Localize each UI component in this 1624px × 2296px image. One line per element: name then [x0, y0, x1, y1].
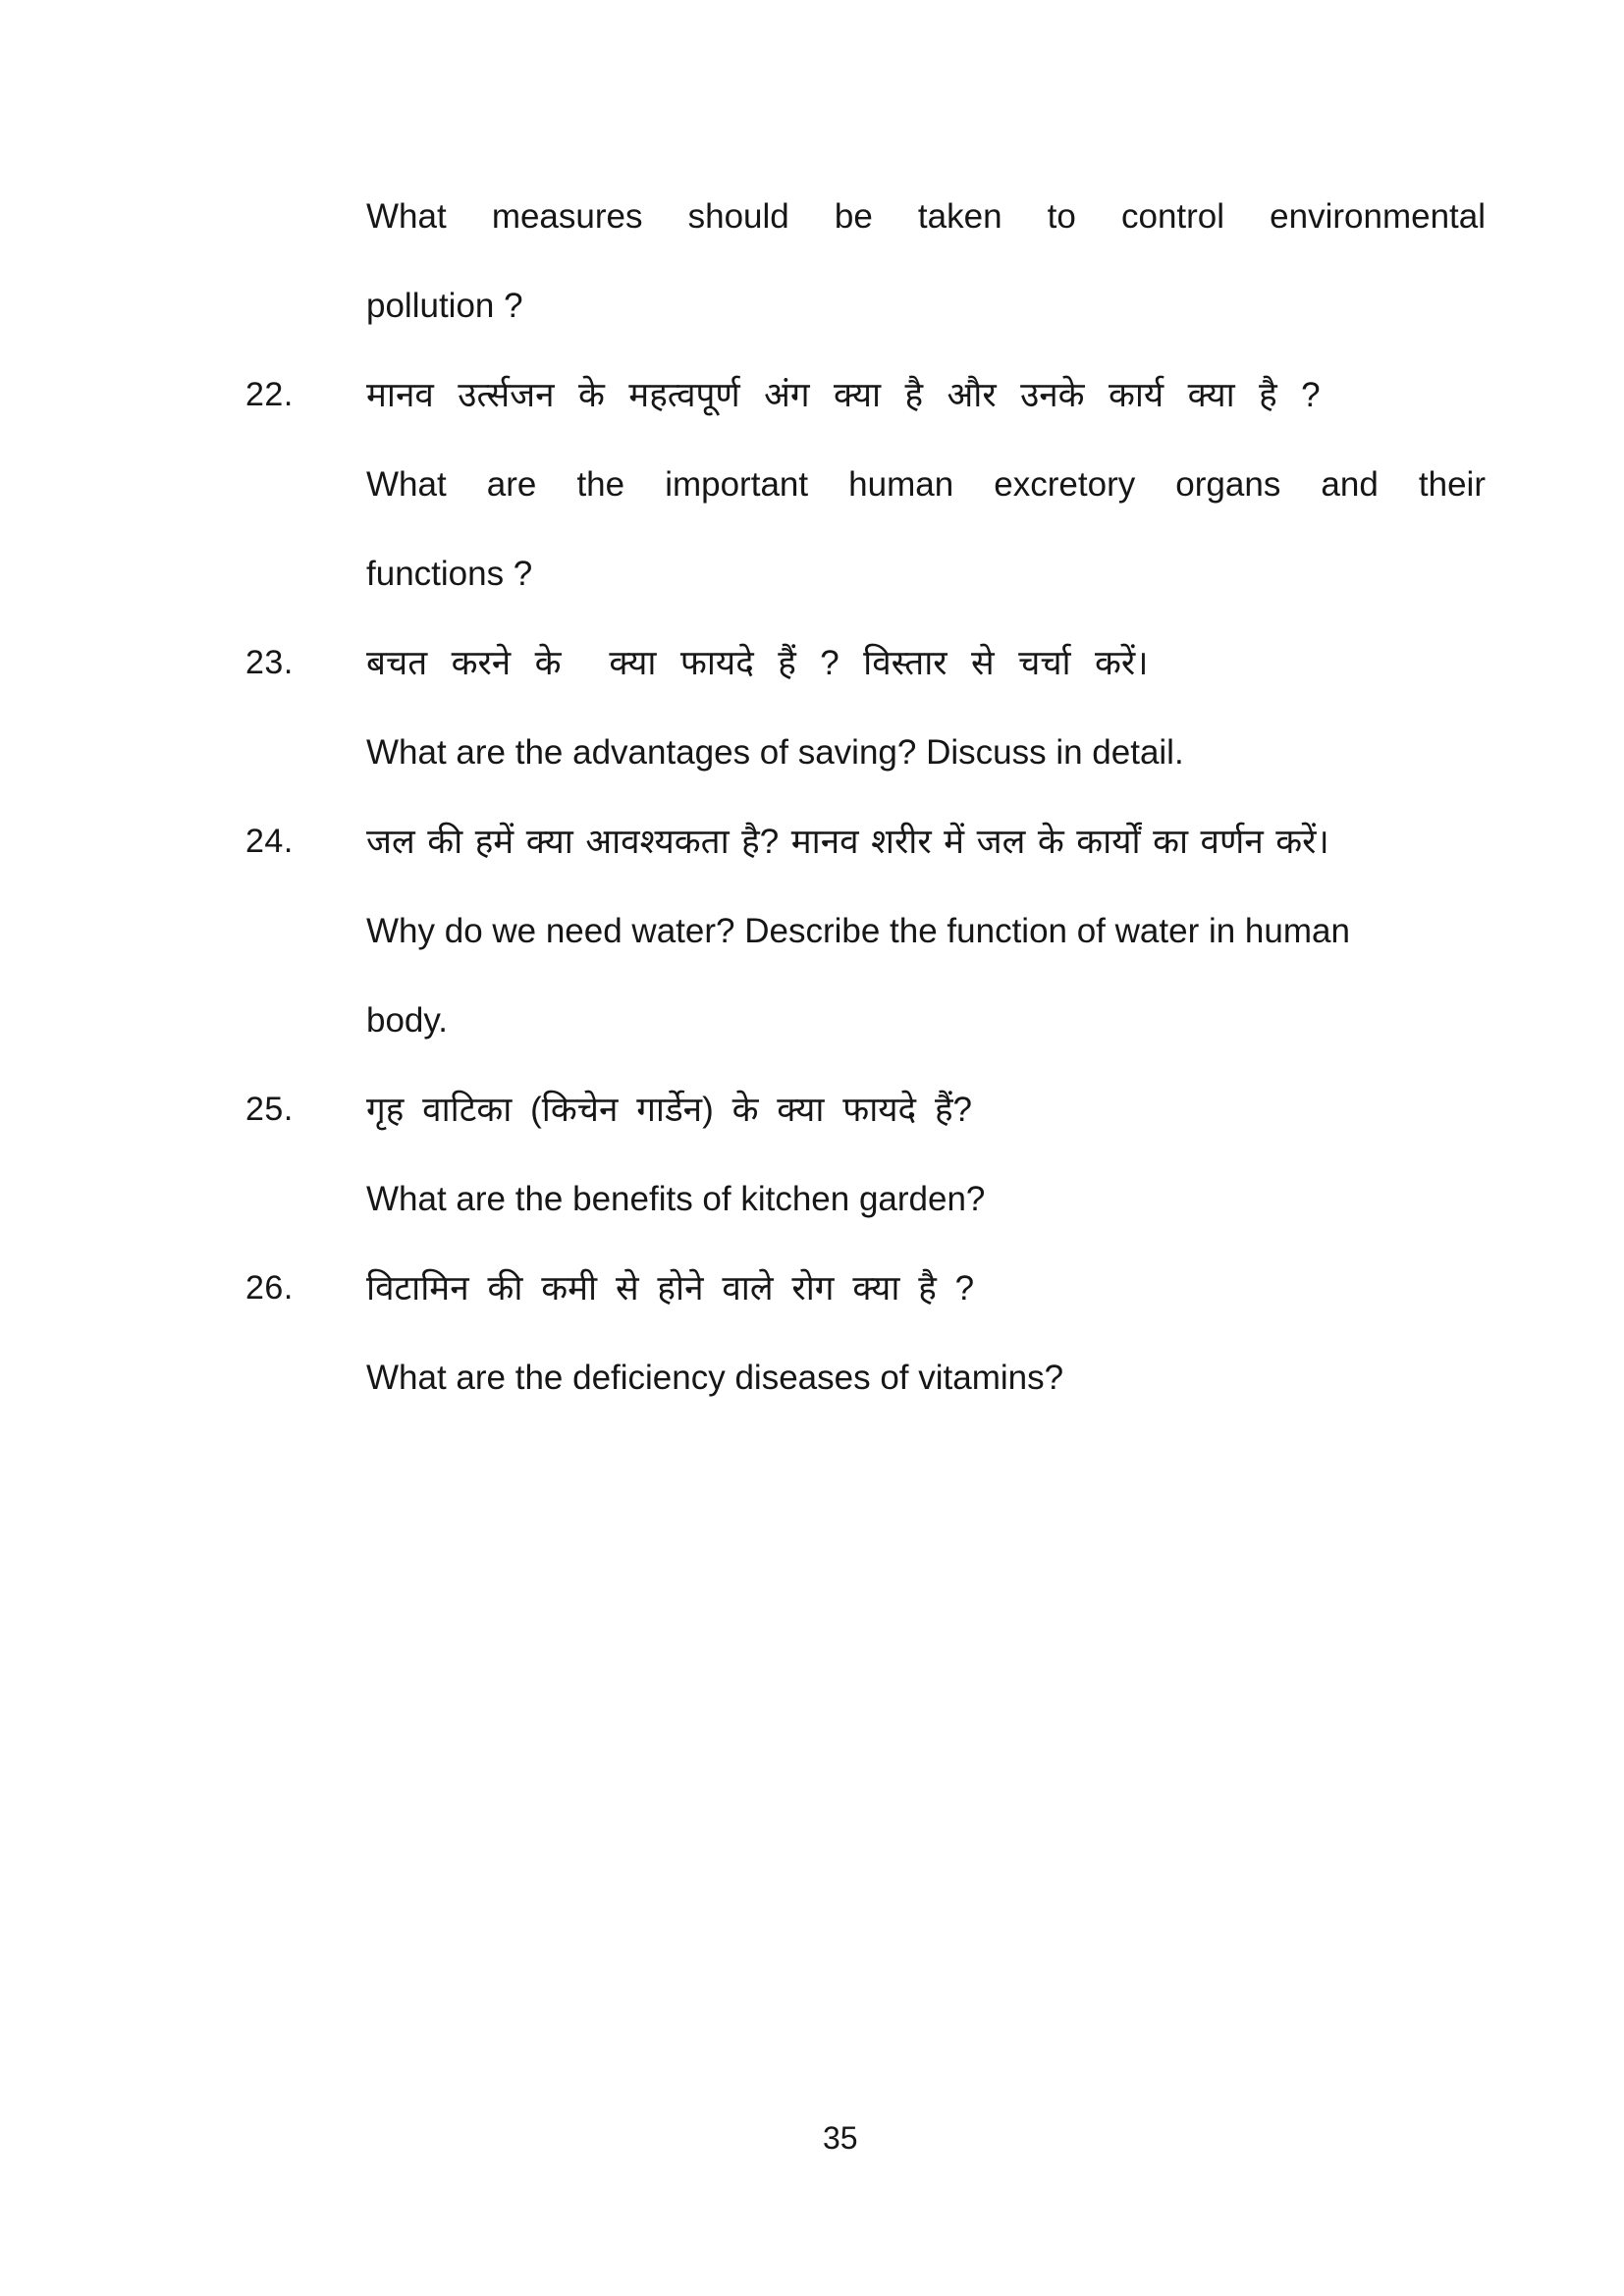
question-line-english: body. [366, 1001, 449, 1040]
question-number [245, 1154, 366, 1244]
page-number: 35 [823, 2120, 858, 2156]
question-line-english: functions ? [366, 555, 533, 593]
question-number: 25. [245, 1091, 294, 1128]
question-line-row [245, 261, 1486, 350]
question-line-hindi: बचत करने के क्या फायदे हैं ? विस्तार से चर्चा करें। [366, 644, 1149, 682]
question-line-row [245, 529, 1486, 618]
question-line-hindi: विटामिन की कमी से होने वाले रोग क्या है ? [366, 1269, 975, 1308]
question-line-row [245, 440, 1486, 529]
question-number [245, 172, 366, 261]
question-number: 22. [245, 376, 294, 413]
question-line-hindi: गृह वाटिका (किचेन गार्डेन) के क्या फायदे हैं? [366, 1091, 973, 1129]
question-number: 26. [245, 1269, 294, 1307]
question-line-row [245, 172, 1486, 261]
question-number [245, 440, 366, 529]
question-line-row [245, 1244, 1486, 1333]
question-number [245, 886, 366, 976]
question-line-english: What are the deficiency diseases of vitamins? [366, 1359, 1064, 1397]
question-number: 23. [245, 644, 294, 681]
question-number [245, 1333, 366, 1422]
question-line-row [245, 350, 1486, 440]
question-line-english: What are the advantages of saving? Discuss in detail. [366, 733, 1184, 772]
question-line-english: Why do we need water? Describe the function of water in human [366, 912, 1350, 950]
question-number: 24. [245, 823, 294, 860]
question-line-english: What are the benefits of kitchen garden? [366, 1180, 986, 1218]
question-line-english: pollution ? [366, 287, 523, 325]
question-number [245, 708, 366, 797]
question-line-hindi: मानव उर्त्सजन के महत्वपूर्ण अंग क्या है और उनके कार्य क्या है ? [366, 376, 1321, 414]
question-line-row [245, 1333, 1486, 1422]
question-line-row [245, 618, 1486, 708]
question-line-row [245, 1154, 1486, 1244]
question-line-row [245, 976, 1486, 1065]
question-number [245, 529, 366, 618]
question-line-row [245, 797, 1486, 886]
question-line-hindi: जल की हमें क्या आवश्यकता है? मानव शरीर में जल के कार्यों का वर्णन करें। [366, 823, 1329, 861]
question-number [245, 976, 366, 1065]
question-number [245, 261, 366, 350]
questions [245, 172, 1486, 1422]
question-line-row [245, 1065, 1486, 1154]
question-line-row [245, 886, 1486, 976]
question-line-row [245, 708, 1486, 797]
question-line-english: What measures should be taken to control environmental [366, 197, 1486, 236]
question-line-english: What are the important human excretory organs and their [366, 465, 1486, 504]
